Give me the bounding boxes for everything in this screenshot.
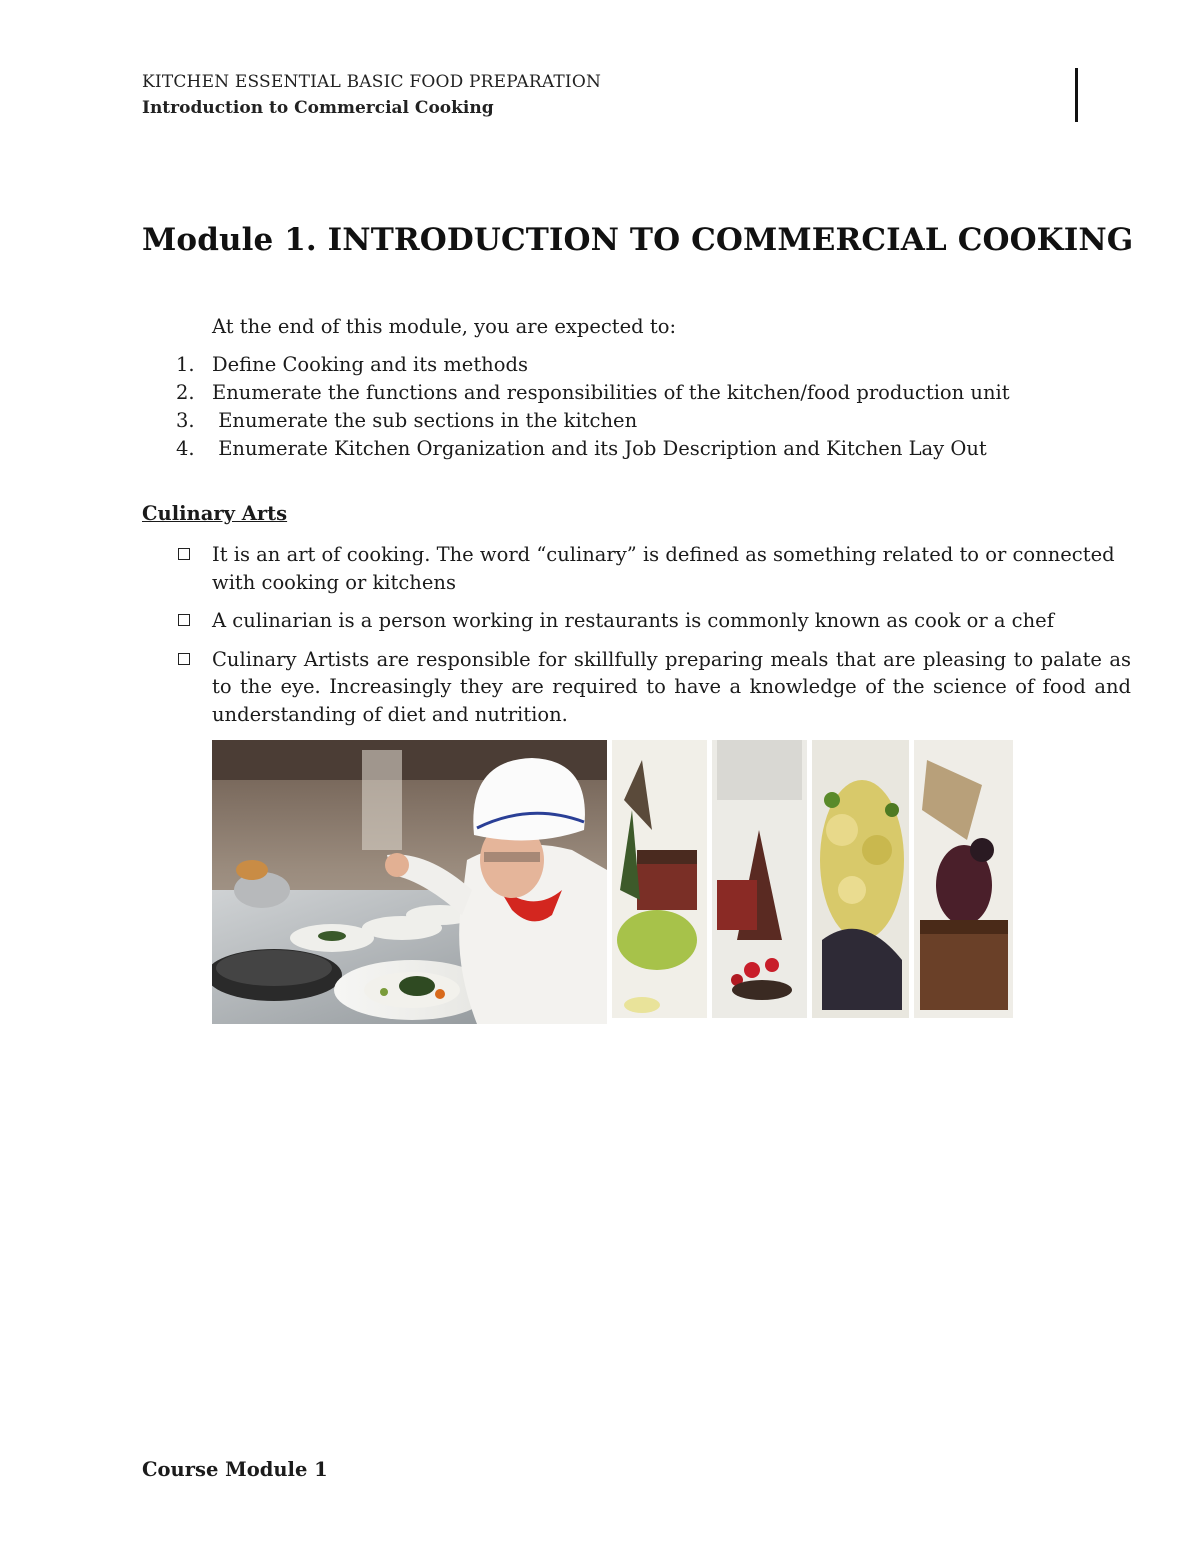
bullet-item [176, 646, 1131, 729]
checkbox-bullet-icon [178, 548, 190, 560]
objective-text: Define Cooking and its methods [212, 353, 528, 376]
bullet-list [176, 541, 1131, 739]
page-footer: Course Module 1 [142, 1458, 328, 1481]
bullet-item [176, 541, 1131, 596]
checkbox-bullet-icon [178, 653, 190, 665]
bullet-text: Culinary Artists are responsible for skillfully preparing meals that are pleasing to palate as to the eye. Increasingly they are required to have a knowledge of the science of food and understanding of diet and nutrition. [212, 647, 1131, 726]
objective-number: 2. [176, 381, 195, 404]
objective-item [176, 435, 1010, 463]
objective-text: Enumerate the sub sections in the kitchen [212, 409, 638, 432]
culinary-photo-collage [212, 740, 1013, 1024]
objectives-list [176, 351, 1010, 463]
objective-number: 1. [176, 353, 195, 376]
dish-photo-4 [914, 740, 1013, 1018]
chef-photo [212, 740, 607, 1024]
objective-text: Enumerate Kitchen Organization and its Job Description and Kitchen Lay Out [212, 437, 987, 460]
checkbox-bullet-icon [178, 614, 190, 626]
objectives-intro: At the end of this module, you are expected to: [212, 315, 677, 338]
running-header-course: KITCHEN ESSENTIAL BASIC FOOD PREPARATION [142, 72, 602, 92]
bullet-text: It is an art of cooking. The word “culinary” is defined as something related to or connected with cooking or kitchens [212, 543, 1115, 594]
objective-item [176, 351, 1010, 379]
objective-number: 4. [176, 437, 195, 460]
bullet-text: A culinarian is a person working in restaurants is commonly known as cook or a chef [212, 609, 1054, 632]
objective-item [176, 407, 1010, 435]
objective-item [176, 379, 1010, 407]
objective-text: Enumerate the functions and responsibilities of the kitchen/food production unit [212, 381, 1010, 404]
section-heading: Culinary Arts [142, 502, 288, 525]
running-header-topic: Introduction to Commercial Cooking [142, 98, 494, 118]
dish-photo-1 [612, 740, 707, 1018]
module-title: Module 1. INTRODUCTION TO COMMERCIAL COOKING [142, 222, 1134, 258]
dish-photo-2 [712, 740, 807, 1018]
objective-number: 3. [176, 409, 195, 432]
dish-photo-3 [812, 740, 909, 1018]
bullet-item [176, 607, 1131, 635]
header-vertical-rule [1075, 68, 1078, 122]
